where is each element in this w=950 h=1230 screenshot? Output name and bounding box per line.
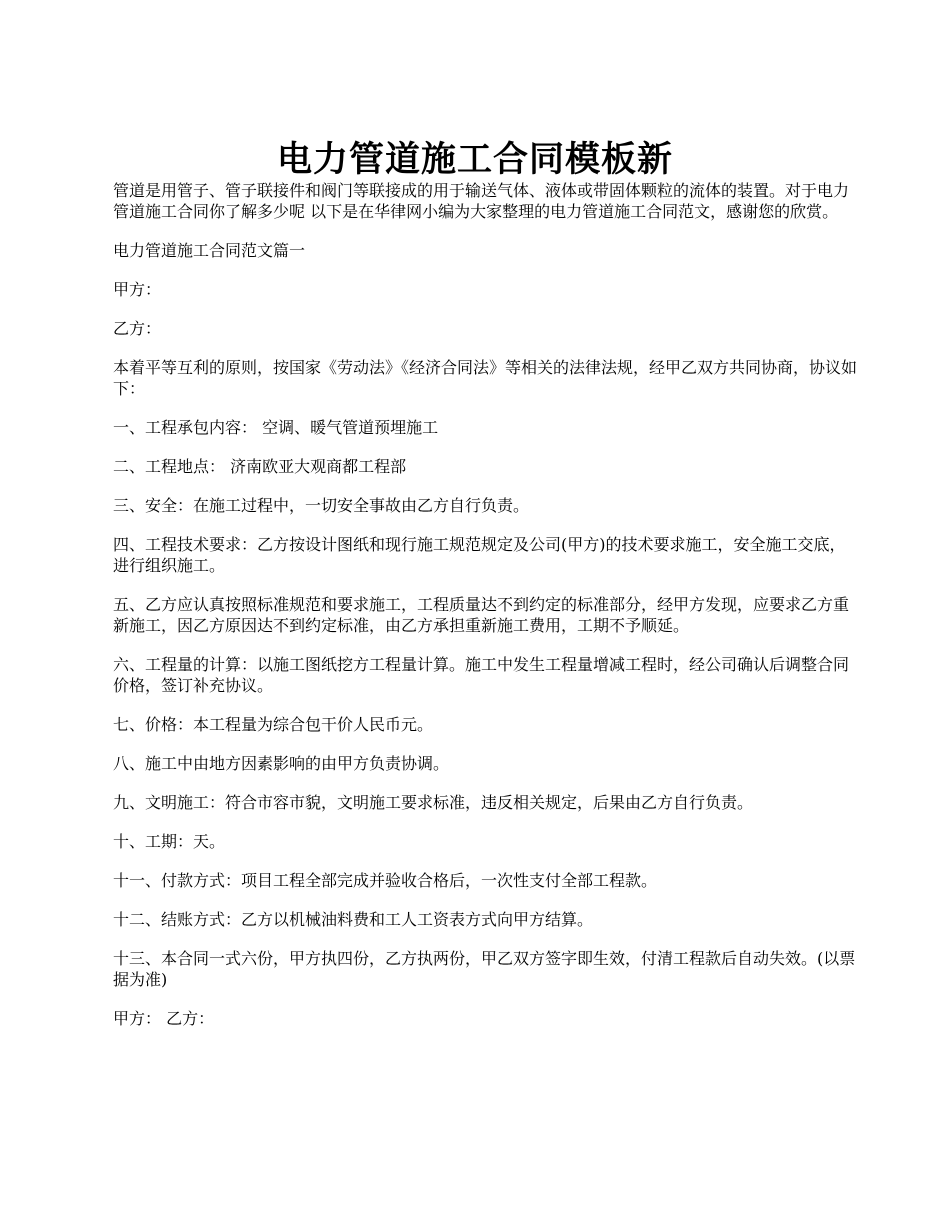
clause-9: 九、文明施工：符合市容市貌，文明施工要求标准，违反相关规定，后果由乙方自行负责。 xyxy=(113,793,754,812)
document-title: 电力管道施工合同模板新 xyxy=(276,139,673,181)
clause-1: 一、工程承包内容： 空调、暖气管道预埋施工 xyxy=(113,418,439,437)
clause-6: 六、工程量的计算：以施工图纸挖方工程量计算。施工中发生工程量增减工程时，经公司确认后调整合同价格，签订补充协议。 xyxy=(113,655,850,695)
clause-2: 二、工程地点： 济南欧亚大观商都工程部 xyxy=(113,457,407,476)
clause-3: 三、安全：在施工过程中，一切安全事故由乙方自行负责。 xyxy=(113,496,530,515)
clause-11: 十一、付款方式：项目工程全部完成并验收合格后，一次性支付全部工程款。 xyxy=(113,871,658,890)
signature-line: 甲方： 乙方： xyxy=(113,1009,215,1028)
clause-5: 五、乙方应认真按照标准规范和要求施工，工程质量达不到约定的标准部分，经甲方发现，应要求乙方重新施工，因乙方原因达不到约定标准，由乙方承担重新施工费用，工期不予顺延。 xyxy=(113,595,850,635)
section-heading: 电力管道施工合同范文篇一 xyxy=(113,241,306,260)
preamble-paragraph: 本着平等互利的原则，按国家《劳动法》《经济合同法》等相关的法律法规，经甲乙双方共同协商，协议如下： xyxy=(113,358,858,398)
party-a-line: 甲方： xyxy=(113,280,162,299)
document-body xyxy=(113,180,858,1047)
clause-7: 七、价格：本工程量为综合包干价人民币元。 xyxy=(113,715,434,734)
party-b-line: 乙方： xyxy=(113,319,162,338)
clause-10: 十、工期：天。 xyxy=(113,832,226,851)
intro-paragraph: 管道是用管子、管子联接件和阀门等联接成的用于输送气体、液体或带固体颗粒的流体的装置。对于电力管道施工合同你了解多少呢 以下是在华律网小编为大家整理的电力管道施工合同范文，感谢您的欣赏。 xyxy=(113,181,850,221)
clause-4: 四、工程技术要求：乙方按设计图纸和现行施工规范规定及公司(甲方)的技术要求施工，安全施工交底，进行组织施工。 xyxy=(113,535,846,575)
clause-13: 十三、本合同一式六份，甲方执四份，乙方执两份，甲乙双方签字即生效，付清工程款后自动失效。(以票据为准) xyxy=(113,949,856,989)
clause-8: 八、施工中由地方因素影响的由甲方负责协调。 xyxy=(113,754,450,773)
clause-12: 十二、结账方式：乙方以机械油料费和工人工资表方式向甲方结算。 xyxy=(113,910,594,929)
